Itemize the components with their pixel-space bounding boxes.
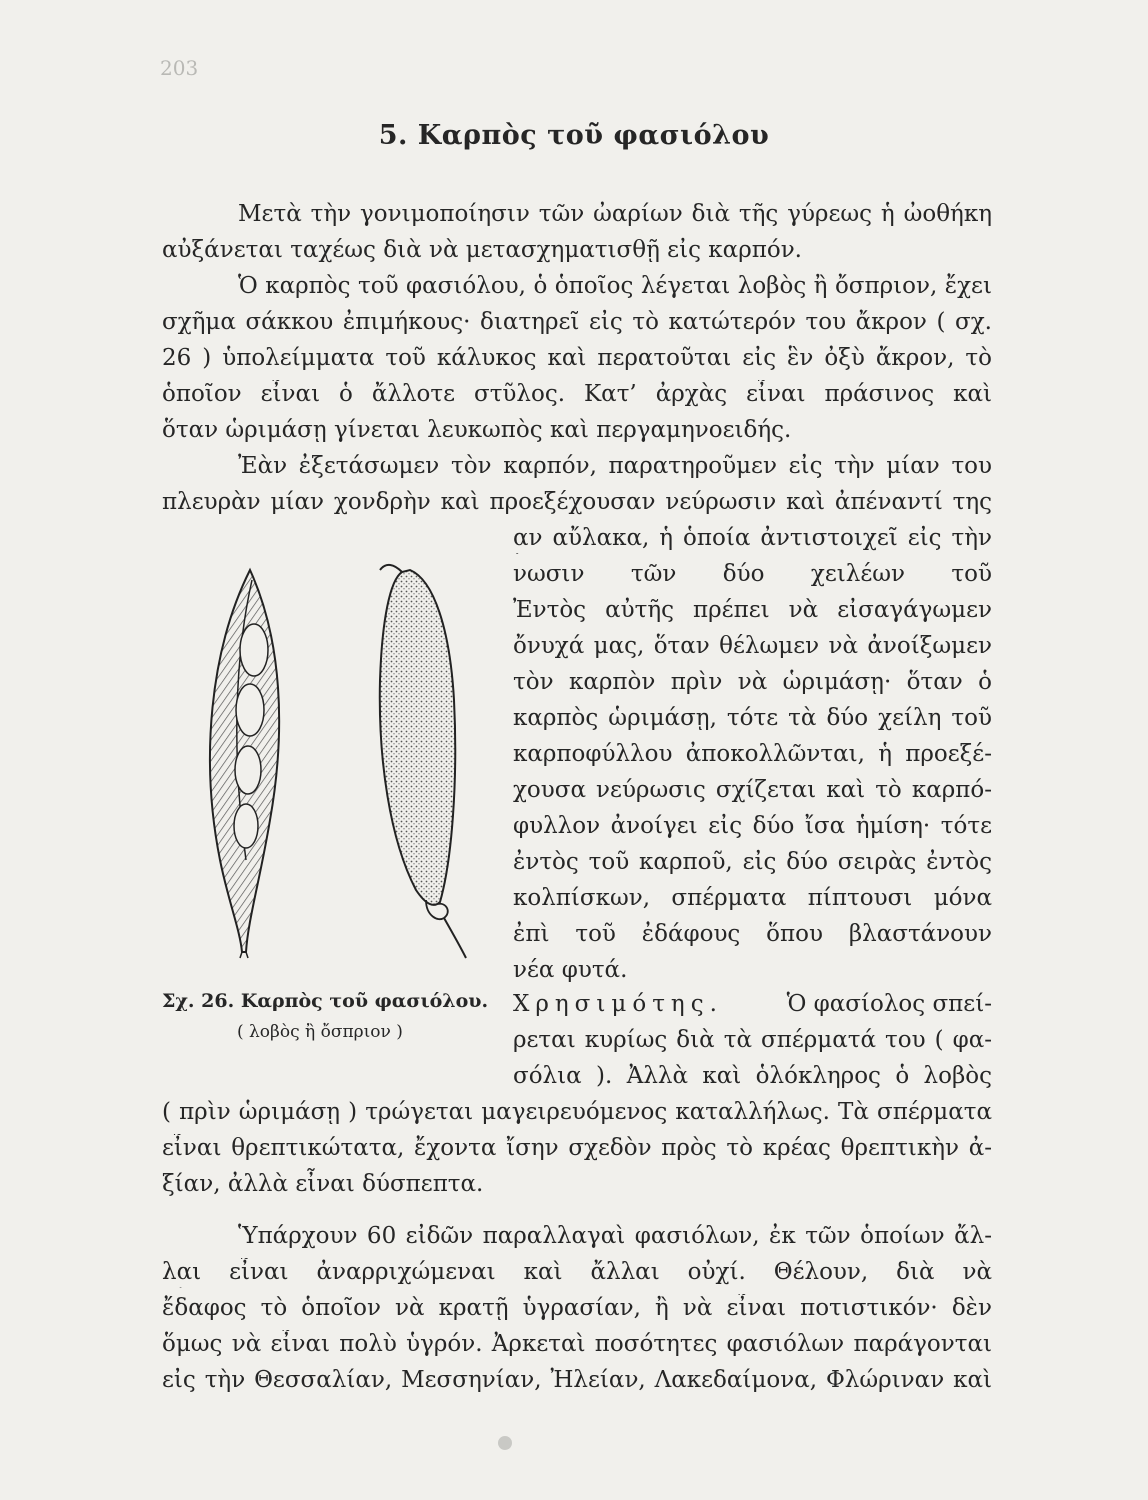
closed-pod-drawing — [380, 565, 466, 958]
open-pod-drawing — [210, 570, 279, 958]
text-line: αν αὔλακα, ἡ ὁποία ἀντιστοιχεῖ εἰς τὴν — [513, 525, 992, 551]
usefulness-text: Ὁ φασίολος σπεί- — [786, 991, 992, 1017]
text-line: κολπίσκων, σπέρματα πίπτουσι μόνα — [513, 885, 992, 911]
figure-caption-title: Σχ. 26. Καρπὸς τοῦ φασιόλου. — [162, 990, 489, 1012]
figure-caption-subtitle: ( λοβὸς ἢ ὄσπριον ) — [237, 1022, 403, 1042]
text-line: ἐπὶ τοῦ ἐδάφους ὅπου βλαστάνουν — [513, 921, 992, 947]
text-line: ἐντὸς τοῦ καρποῦ, εἰς δύο σειρὰς ἐντὸς — [513, 849, 992, 875]
text-line: ὅμως νὰ εἶναι πολὺ ὑγρόν. Ἀρκεταὶ ποσότητες φασιόλων παράγονται — [162, 1331, 992, 1357]
text-line: εἰς τὴν Θεσσαλίαν, Μεσσηνίαν, Ἠλείαν, Λακεδαίμονα, Φλώριναν καὶ — [162, 1367, 992, 1393]
text-line: ὅταν ὡριμάσῃ γίνεται λευκωπὸς καὶ περγαμηνοειδής. — [162, 417, 792, 443]
text-line: ρεται κυρίως διὰ τὰ σπέρματά του ( φα- — [513, 1027, 992, 1053]
page-ornament — [498, 1436, 512, 1450]
text-line: σχῆμα σάκκου ἐπιμήκους· διατηρεῖ εἰς τὸ κατώτερόν του ἄκρον ( σχ. — [162, 309, 992, 335]
text-line: πλευρὰν μίαν χονδρὴν καὶ προεξέχουσαν νεύρωσιν καὶ ἀπέναντί της — [162, 489, 992, 515]
bean-pod-illustration — [190, 560, 490, 960]
text-line: χουσα νεύρωσις σχίζεται καὶ τὸ καρπό- — [513, 777, 992, 803]
text-line: τὸν καρπὸν πρὶν νὰ ὡριμάσῃ· ὅταν ὁ — [513, 669, 992, 695]
text-line: ὄνυχά μας, ὅταν θέλωμεν νὰ ἀνοίξωμεν — [513, 633, 992, 659]
text-line: καρποφύλλου ἀποκολλῶνται, ἡ προεξέ- — [513, 741, 992, 767]
usefulness-label: Χρησιμότης. — [513, 991, 723, 1017]
text-line: σόλια ). Ἀλλὰ καὶ ὁλόκληρος ὁ λοβὸς — [513, 1063, 992, 1089]
text-line: ἔδαφος τὸ ὁποῖον νὰ κρατῇ ὑγρασίαν, ἢ νὰ εἶναι ποτιστικόν· δὲν — [162, 1295, 992, 1321]
text-line: Μετὰ τὴν γονιμοποίησιν τῶν ὠαρίων διὰ τῆς γύρεως ἡ ὠοθήκη — [238, 201, 992, 227]
page-number: 203 — [160, 56, 199, 80]
text-line: ξίαν, ἀλλὰ εἶναι δύσπεπτα. — [162, 1171, 484, 1197]
text-line: Ἐντὸς αὐτῆς πρέπει νὰ εἰσαγάγωμεν — [513, 597, 992, 623]
text-line: νωσιν τῶν δύο χειλέων τοῦ — [513, 561, 992, 587]
usefulness-line — [513, 990, 992, 1018]
text-line: 26 ) ὑπολείμματα τοῦ κάλυκος καὶ περατοῦται εἰς ἓν ὀξὺ ἄκρον, τὸ — [162, 345, 992, 371]
text-line: καρπὸς ὡριμάσῃ, τότε τὰ δύο χείλη τοῦ — [513, 705, 992, 731]
text-line: αὐξάνεται ταχέως διὰ νὰ μετασχηματισθῇ εἰς καρπόν. — [162, 237, 802, 263]
text-line: λαι εἶναι ἀναρριχώμεναι καὶ ἄλλαι οὐχί. Θέλουν, διὰ νὰ — [162, 1259, 992, 1285]
text-line: νέα φυτά. — [513, 957, 628, 983]
section-heading: 5. Καρπὸς τοῦ φασιόλου — [378, 120, 770, 151]
text-line: ὁποῖον εἶναι ὁ ἄλλοτε στῦλος. Κατ’ ἀρχὰς εἶναι πράσινος καὶ — [162, 381, 992, 407]
text-line: ( πρὶν ὡριμάσῃ ) τρώγεται μαγειρευόμενος καταλλήλως. Τὰ σπέρματα — [162, 1099, 992, 1125]
text-line: εἶναι θρεπτικώτατα, ἔχοντα ἴσην σχεδὸν πρὸς τὸ κρέας θρεπτικὴν ἀ- — [162, 1135, 992, 1161]
text-line: Ὑπάρχουν 60 εἰδῶν παραλλαγαὶ φασιόλων, ἐκ τῶν ὁποίων ἄλ- — [238, 1223, 992, 1249]
text-line: φυλλον ἀνοίγει εἰς δύο ἴσα ἡμίση· τότε — [513, 813, 992, 839]
text-line: Ὁ καρπὸς τοῦ φασιόλου, ὁ ὁποῖος λέγεται λοβὸς ἢ ὄσπριον, ἔχει — [238, 273, 992, 299]
text-line: Ἐὰν ἐξετάσωμεν τὸν καρπόν, παρατηροῦμεν εἰς τὴν μίαν του — [238, 453, 992, 479]
